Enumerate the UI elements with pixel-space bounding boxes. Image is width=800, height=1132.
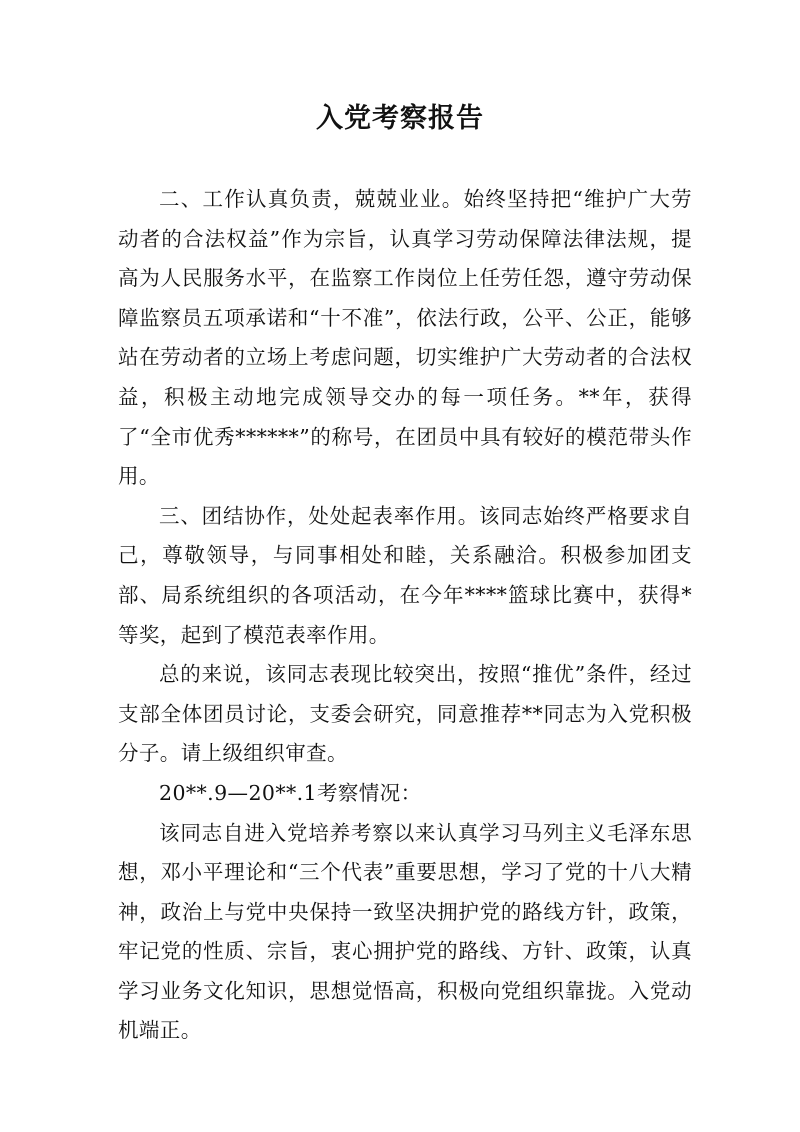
document-body: [118, 180, 692, 1051]
document-title: 入党考察报告: [316, 103, 484, 134]
paragraph-work-responsibility: 二、工作认真负责，兢兢业业。始终坚持把“维护广大劳动者的合法权益”作为宗旨，认真学习劳动保障法律法规，提高为人民服务水平，在监察工作岗位上任劳任怨，遵守劳动保障监察员五项承诺和“十不准”，依法行政，公平、公正，能够站在劳动者的立场上考虑问题，切实维护广大劳动者的合法权益，积极主动地完成领导交办的每一项任务。**年，获得了“全市优秀******”的称号，在团员中具有较好的模范带头作用。: [118, 187, 692, 489]
paragraph-observation: 该同志自进入党培养考察以来认真学习马列主义毛泽东思想，邓小平理论和“三个代表”重要思想，学习了党的十八大精神，政治上与党中央保持一致坚决拥护党的路线方针，政策，牢记党的性质、宗旨，衷心拥护党的路线、方针、政策，认真学习业务文化知识，思想觉悟高，积极向党组织靠拢。入党动机端正。: [118, 820, 692, 1043]
paragraph-teamwork: 三、团结协作，处处起表率作用。该同志始终严格要求自己，尊敬领导，与同事相处和睦，关系融洽。积极参加团支部、局系统组织的各项活动，在今年****篮球比赛中，获得*等奖，起到了模范表率作用。: [118, 503, 692, 647]
paragraph-period-heading: 20**.9—20**.1考察情况：: [159, 780, 422, 805]
paragraph-summary: 总的来说，该同志表现比较突出，按照“推优”条件，经过支部全体团员讨论，支委会研究，同意推荐**同志为入党积极分子。请上级组织审查。: [118, 662, 692, 766]
